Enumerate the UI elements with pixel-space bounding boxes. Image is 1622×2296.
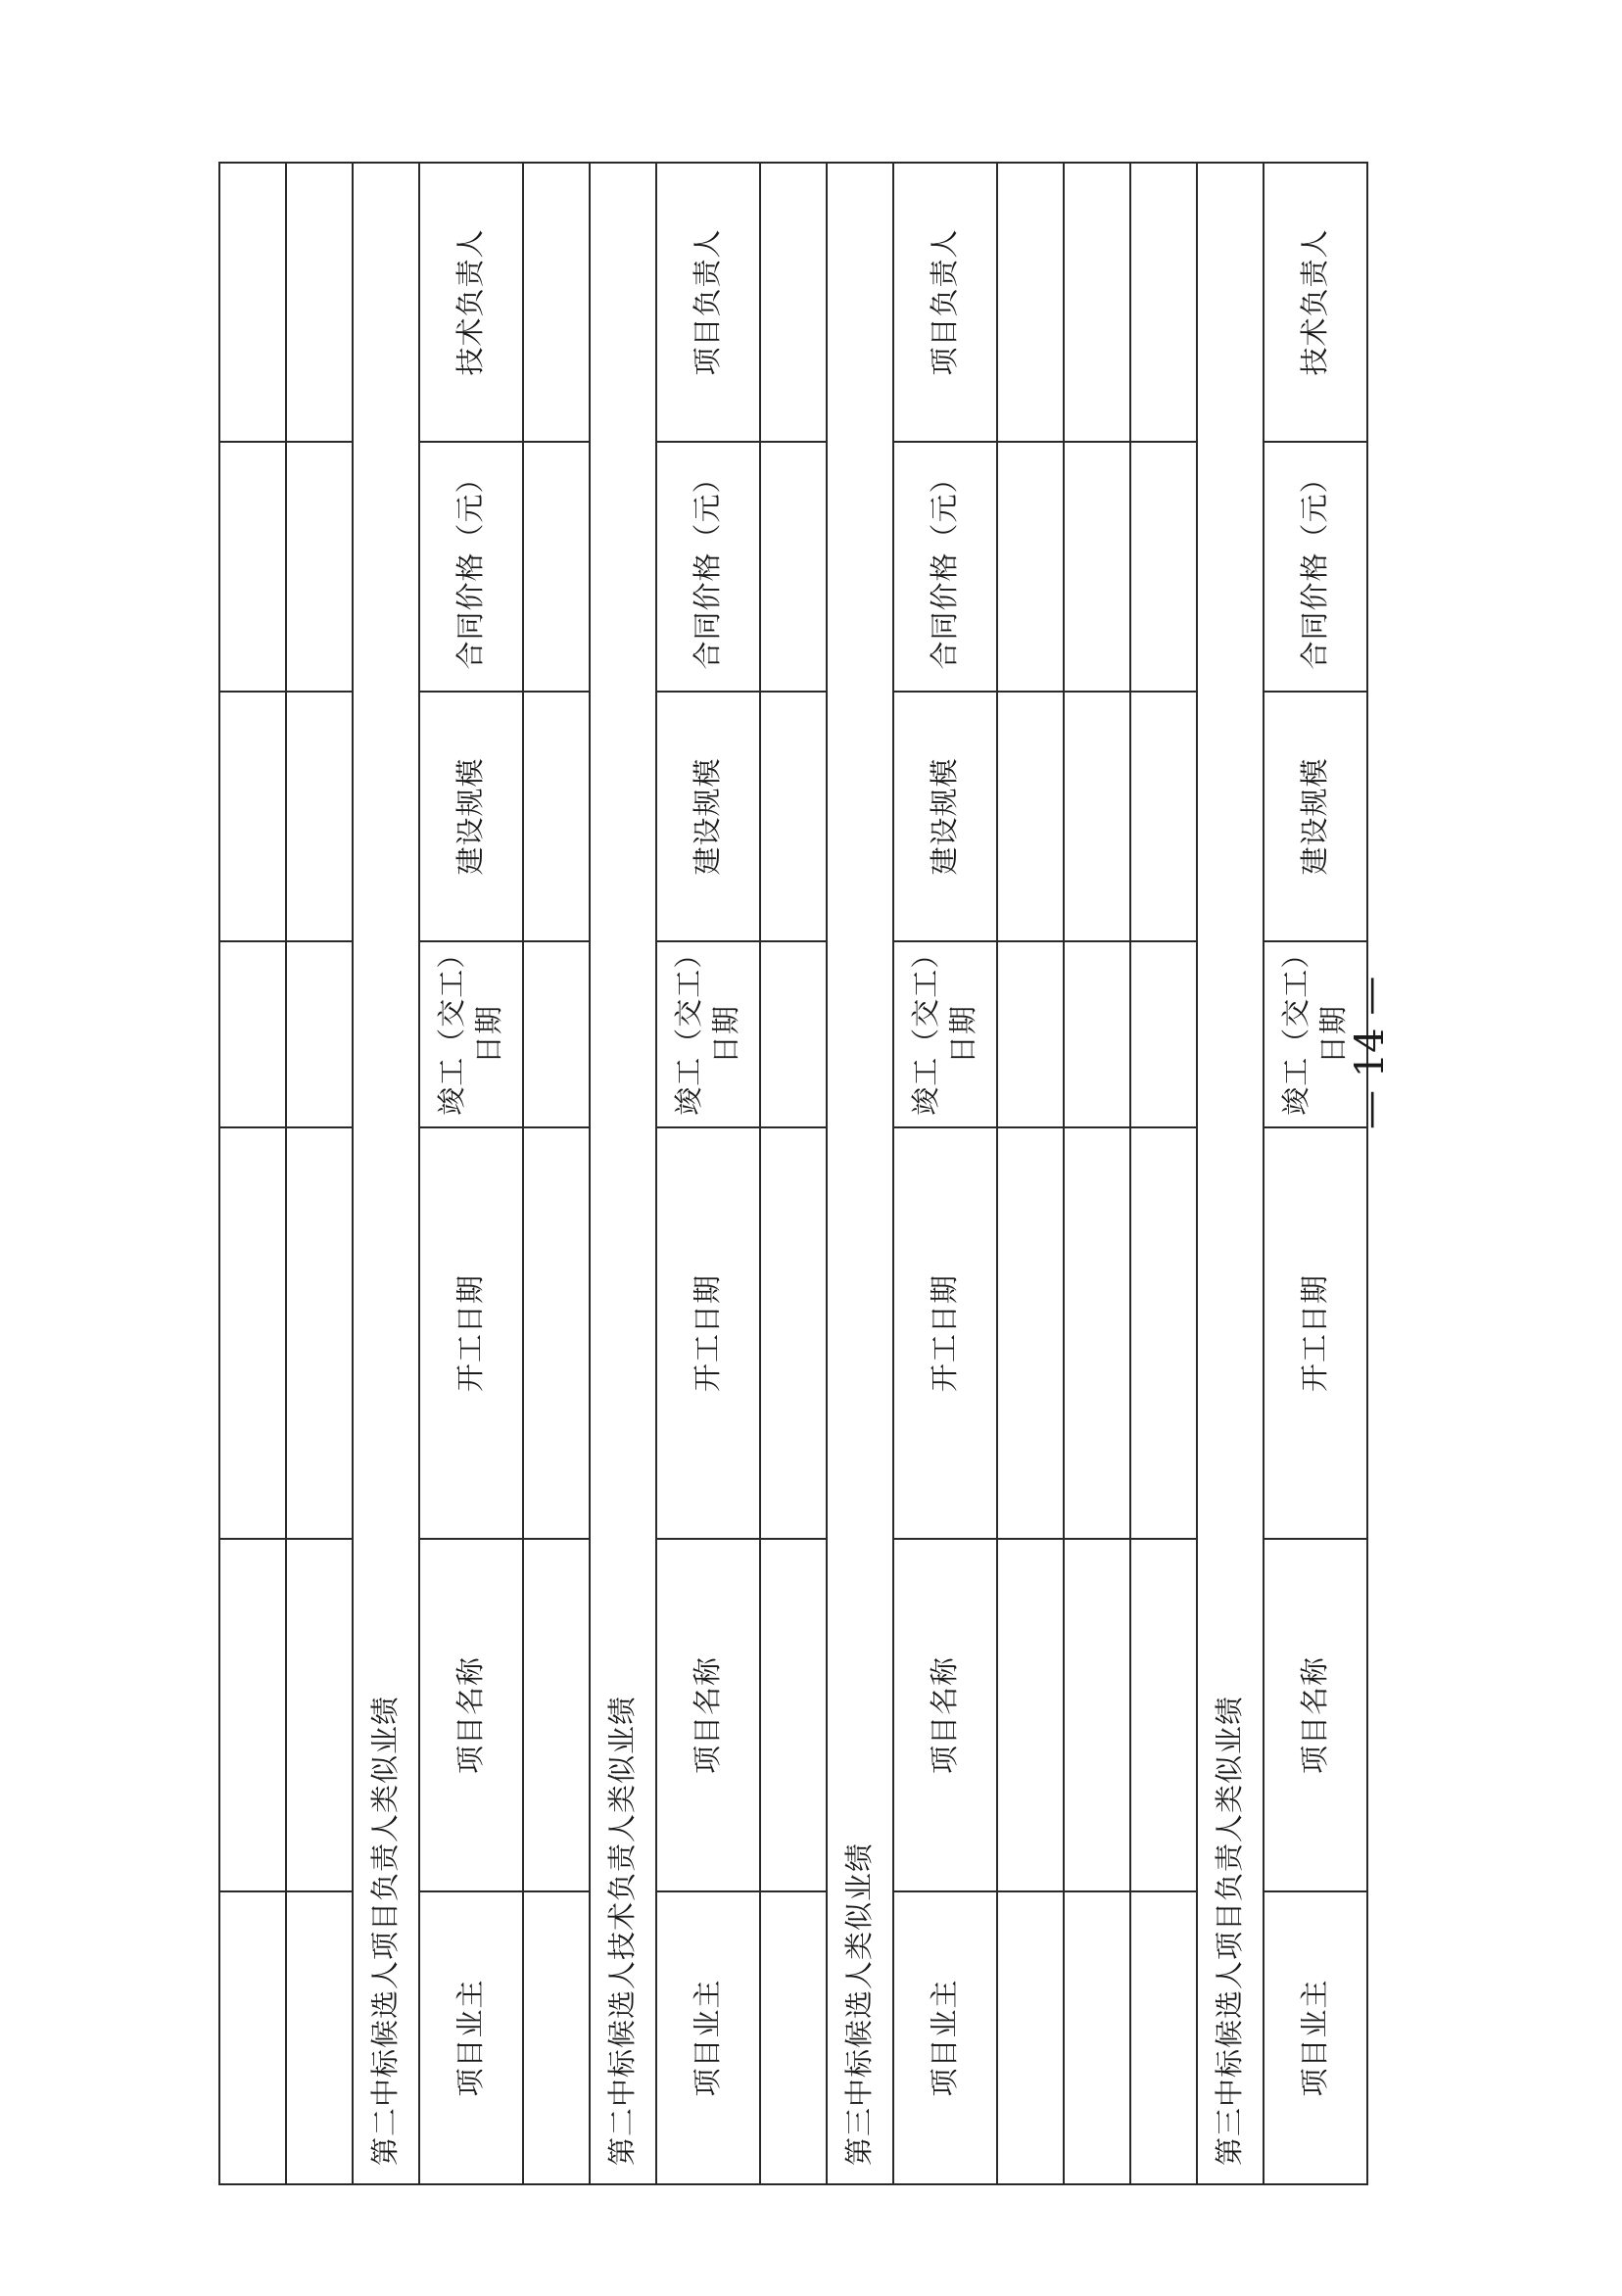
- header-project-name: 项目名称: [656, 1539, 760, 1891]
- performance-table-container: [218, 164, 1382, 2185]
- section-title: 第二中标候选人项目负责人类似业绩: [353, 163, 419, 2184]
- table-row: [219, 163, 286, 2184]
- header-start-date: 开工日期: [893, 1127, 997, 1539]
- header-project-lead: 项目负责人: [656, 163, 760, 442]
- header-scale: 建设规模: [893, 692, 997, 941]
- header-scale: 建设规模: [1264, 692, 1367, 941]
- performance-table: [218, 162, 1368, 2185]
- header-completion-date: 竣工（交工）日期: [1264, 941, 1367, 1127]
- header-row: [893, 163, 997, 2184]
- header-completion-date: 竣工（交工）日期: [419, 941, 523, 1127]
- table-row: [286, 163, 353, 2184]
- table-row: [997, 163, 1064, 2184]
- header-owner: 项目业主: [656, 1891, 760, 2184]
- section-title-row: [353, 163, 419, 2184]
- header-start-date: 开工日期: [1264, 1127, 1367, 1539]
- section-title: 第三中标候选人项目负责人类似业绩: [1197, 163, 1264, 2184]
- section-title-row: [827, 163, 893, 2184]
- header-owner: 项目业主: [419, 1891, 523, 2184]
- header-contract-price: 合同价格（元）: [893, 442, 997, 692]
- header-tech-lead: 技术负责人: [1264, 163, 1367, 442]
- header-tech-lead: 技术负责人: [419, 163, 523, 442]
- section-title-row: [1197, 163, 1264, 2184]
- section-title-row: [590, 163, 656, 2184]
- header-project-name: 项目名称: [893, 1539, 997, 1891]
- table-row: [1064, 163, 1130, 2184]
- table-row: [1130, 163, 1197, 2184]
- header-completion-date: 竣工（交工）日期: [893, 941, 997, 1127]
- header-project-name: 项目名称: [419, 1539, 523, 1891]
- section-title: 第三中标候选人类似业绩: [827, 163, 893, 2184]
- header-completion-date: 竣工（交工）日期: [656, 941, 760, 1127]
- table-row: [760, 163, 827, 2184]
- header-row: [1264, 163, 1367, 2184]
- header-project-lead: 项目负责人: [893, 163, 997, 442]
- section-title: 第二中标候选人技术负责人类似业绩: [590, 163, 656, 2184]
- header-start-date: 开工日期: [419, 1127, 523, 1539]
- header-row: [419, 163, 523, 2184]
- header-contract-price: 合同价格（元）: [656, 442, 760, 692]
- header-owner: 项目业主: [893, 1891, 997, 2184]
- table-row: [523, 163, 590, 2184]
- header-row: [656, 163, 760, 2184]
- header-scale: 建设规模: [656, 692, 760, 941]
- header-project-name: 项目名称: [1264, 1539, 1367, 1891]
- header-contract-price: 合同价格（元）: [419, 442, 523, 692]
- header-scale: 建设规模: [419, 692, 523, 941]
- header-contract-price: 合同价格（元）: [1264, 442, 1367, 692]
- header-start-date: 开工日期: [656, 1127, 760, 1539]
- page-number: — 14 —: [1348, 976, 1393, 1129]
- header-owner: 项目业主: [1264, 1891, 1367, 2184]
- rotated-table-region: [218, 164, 1382, 2185]
